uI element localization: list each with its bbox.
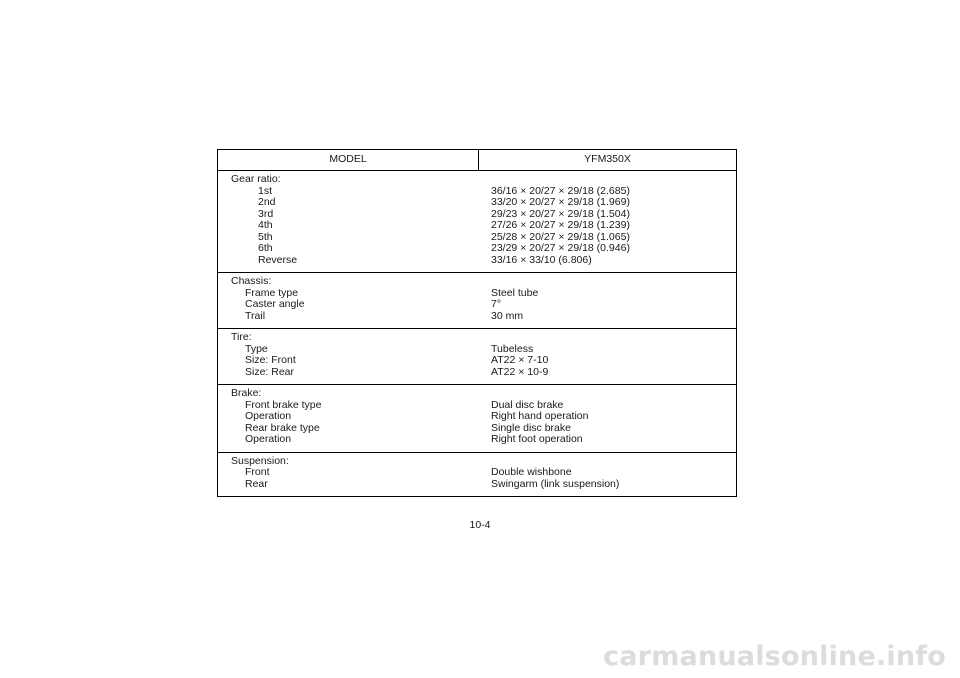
group-title: Chassis: <box>231 275 272 287</box>
spec-label: Size: Front <box>245 354 296 366</box>
spec-value: 25/28 × 20/27 × 29/18 (1.065) <box>491 230 630 243</box>
table-header-row <box>218 150 736 171</box>
watermark-text: carmanualsonline.info <box>603 641 946 672</box>
spec-value: AT22 × 7-10 <box>491 354 549 366</box>
spec-value: AT22 × 10-9 <box>491 365 549 378</box>
spec-label: Size: Rear <box>245 365 295 378</box>
spec-label: Rear brake type <box>245 421 320 434</box>
spec-label: 3rd <box>258 207 274 220</box>
model-value-cell: YFM350X <box>478 150 736 170</box>
spec-values-cell <box>478 385 736 452</box>
value-spacer <box>491 332 736 344</box>
spec-label: 1st <box>258 184 273 197</box>
spec-label: Operation <box>245 410 292 422</box>
spec-group <box>218 273 736 329</box>
spec-value: 27/26 × 20/27 × 29/18 (1.239) <box>491 219 630 231</box>
spec-value: 7° <box>491 298 502 310</box>
spec-value: Steel tube <box>491 286 539 299</box>
spec-value: 23/29 × 20/27 × 29/18 (0.946) <box>491 242 630 254</box>
spec-value: 33/20 × 20/27 × 29/18 (1.969) <box>491 196 630 208</box>
group-title: Suspension: <box>231 454 289 467</box>
spec-value: Dual disc brake <box>491 398 564 411</box>
spec-labels-cell <box>218 385 478 452</box>
spec-value: 33/16 × 33/10 (6.806) <box>491 253 592 266</box>
spec-groups <box>218 171 736 496</box>
spec-label: Front brake type <box>245 398 322 411</box>
spec-label: Operation <box>245 433 292 445</box>
spec-label: 2nd <box>258 196 276 208</box>
spec-label: Trail <box>245 309 266 322</box>
spec-labels-cell <box>218 273 478 328</box>
spec-value: Right hand operation <box>491 410 589 422</box>
spec-label: Type <box>245 342 268 355</box>
spec-label: Rear <box>245 477 268 490</box>
group-title: Brake: <box>231 387 262 399</box>
value-spacer <box>491 388 736 400</box>
spec-values-cell <box>478 273 736 328</box>
spec-labels-cell <box>218 171 478 272</box>
spec-value: Right foot operation <box>491 433 583 445</box>
spec-label: Caster angle <box>245 298 305 310</box>
value-spacer <box>491 174 736 186</box>
spec-label: 6th <box>258 242 273 254</box>
spec-group <box>218 453 736 497</box>
spec-label: Front <box>245 466 270 478</box>
spec-labels-cell <box>218 453 478 497</box>
spec-values-cell <box>478 329 736 384</box>
spec-value: Swingarm (link suspension) <box>491 477 620 490</box>
page-number: 10-4 <box>469 519 491 531</box>
spec-group <box>218 385 736 453</box>
spec-value: Single disc brake <box>491 421 571 434</box>
group-title: Gear ratio: <box>231 173 281 185</box>
spec-label: Frame type <box>245 286 299 299</box>
spec-value: Double wishbone <box>491 466 572 478</box>
spec-group <box>218 329 736 385</box>
spec-label: Reverse <box>258 253 298 266</box>
spec-group <box>218 171 736 273</box>
spec-value: 30 mm <box>491 309 524 322</box>
spec-value: 36/16 × 20/27 × 29/18 (2.685) <box>491 184 630 197</box>
spec-value: 29/23 × 20/27 × 29/18 (1.504) <box>491 207 630 220</box>
spec-table <box>217 149 737 497</box>
model-header-cell: MODEL <box>329 153 367 166</box>
spec-values-cell <box>478 453 736 497</box>
spec-value: Tubeless <box>491 342 534 355</box>
spec-values-cell <box>478 171 736 272</box>
group-title: Tire: <box>231 331 252 343</box>
spec-label: 4th <box>258 219 273 231</box>
spec-label: 5th <box>258 230 273 243</box>
spec-labels-cell <box>218 329 478 384</box>
value-spacer <box>491 276 736 288</box>
